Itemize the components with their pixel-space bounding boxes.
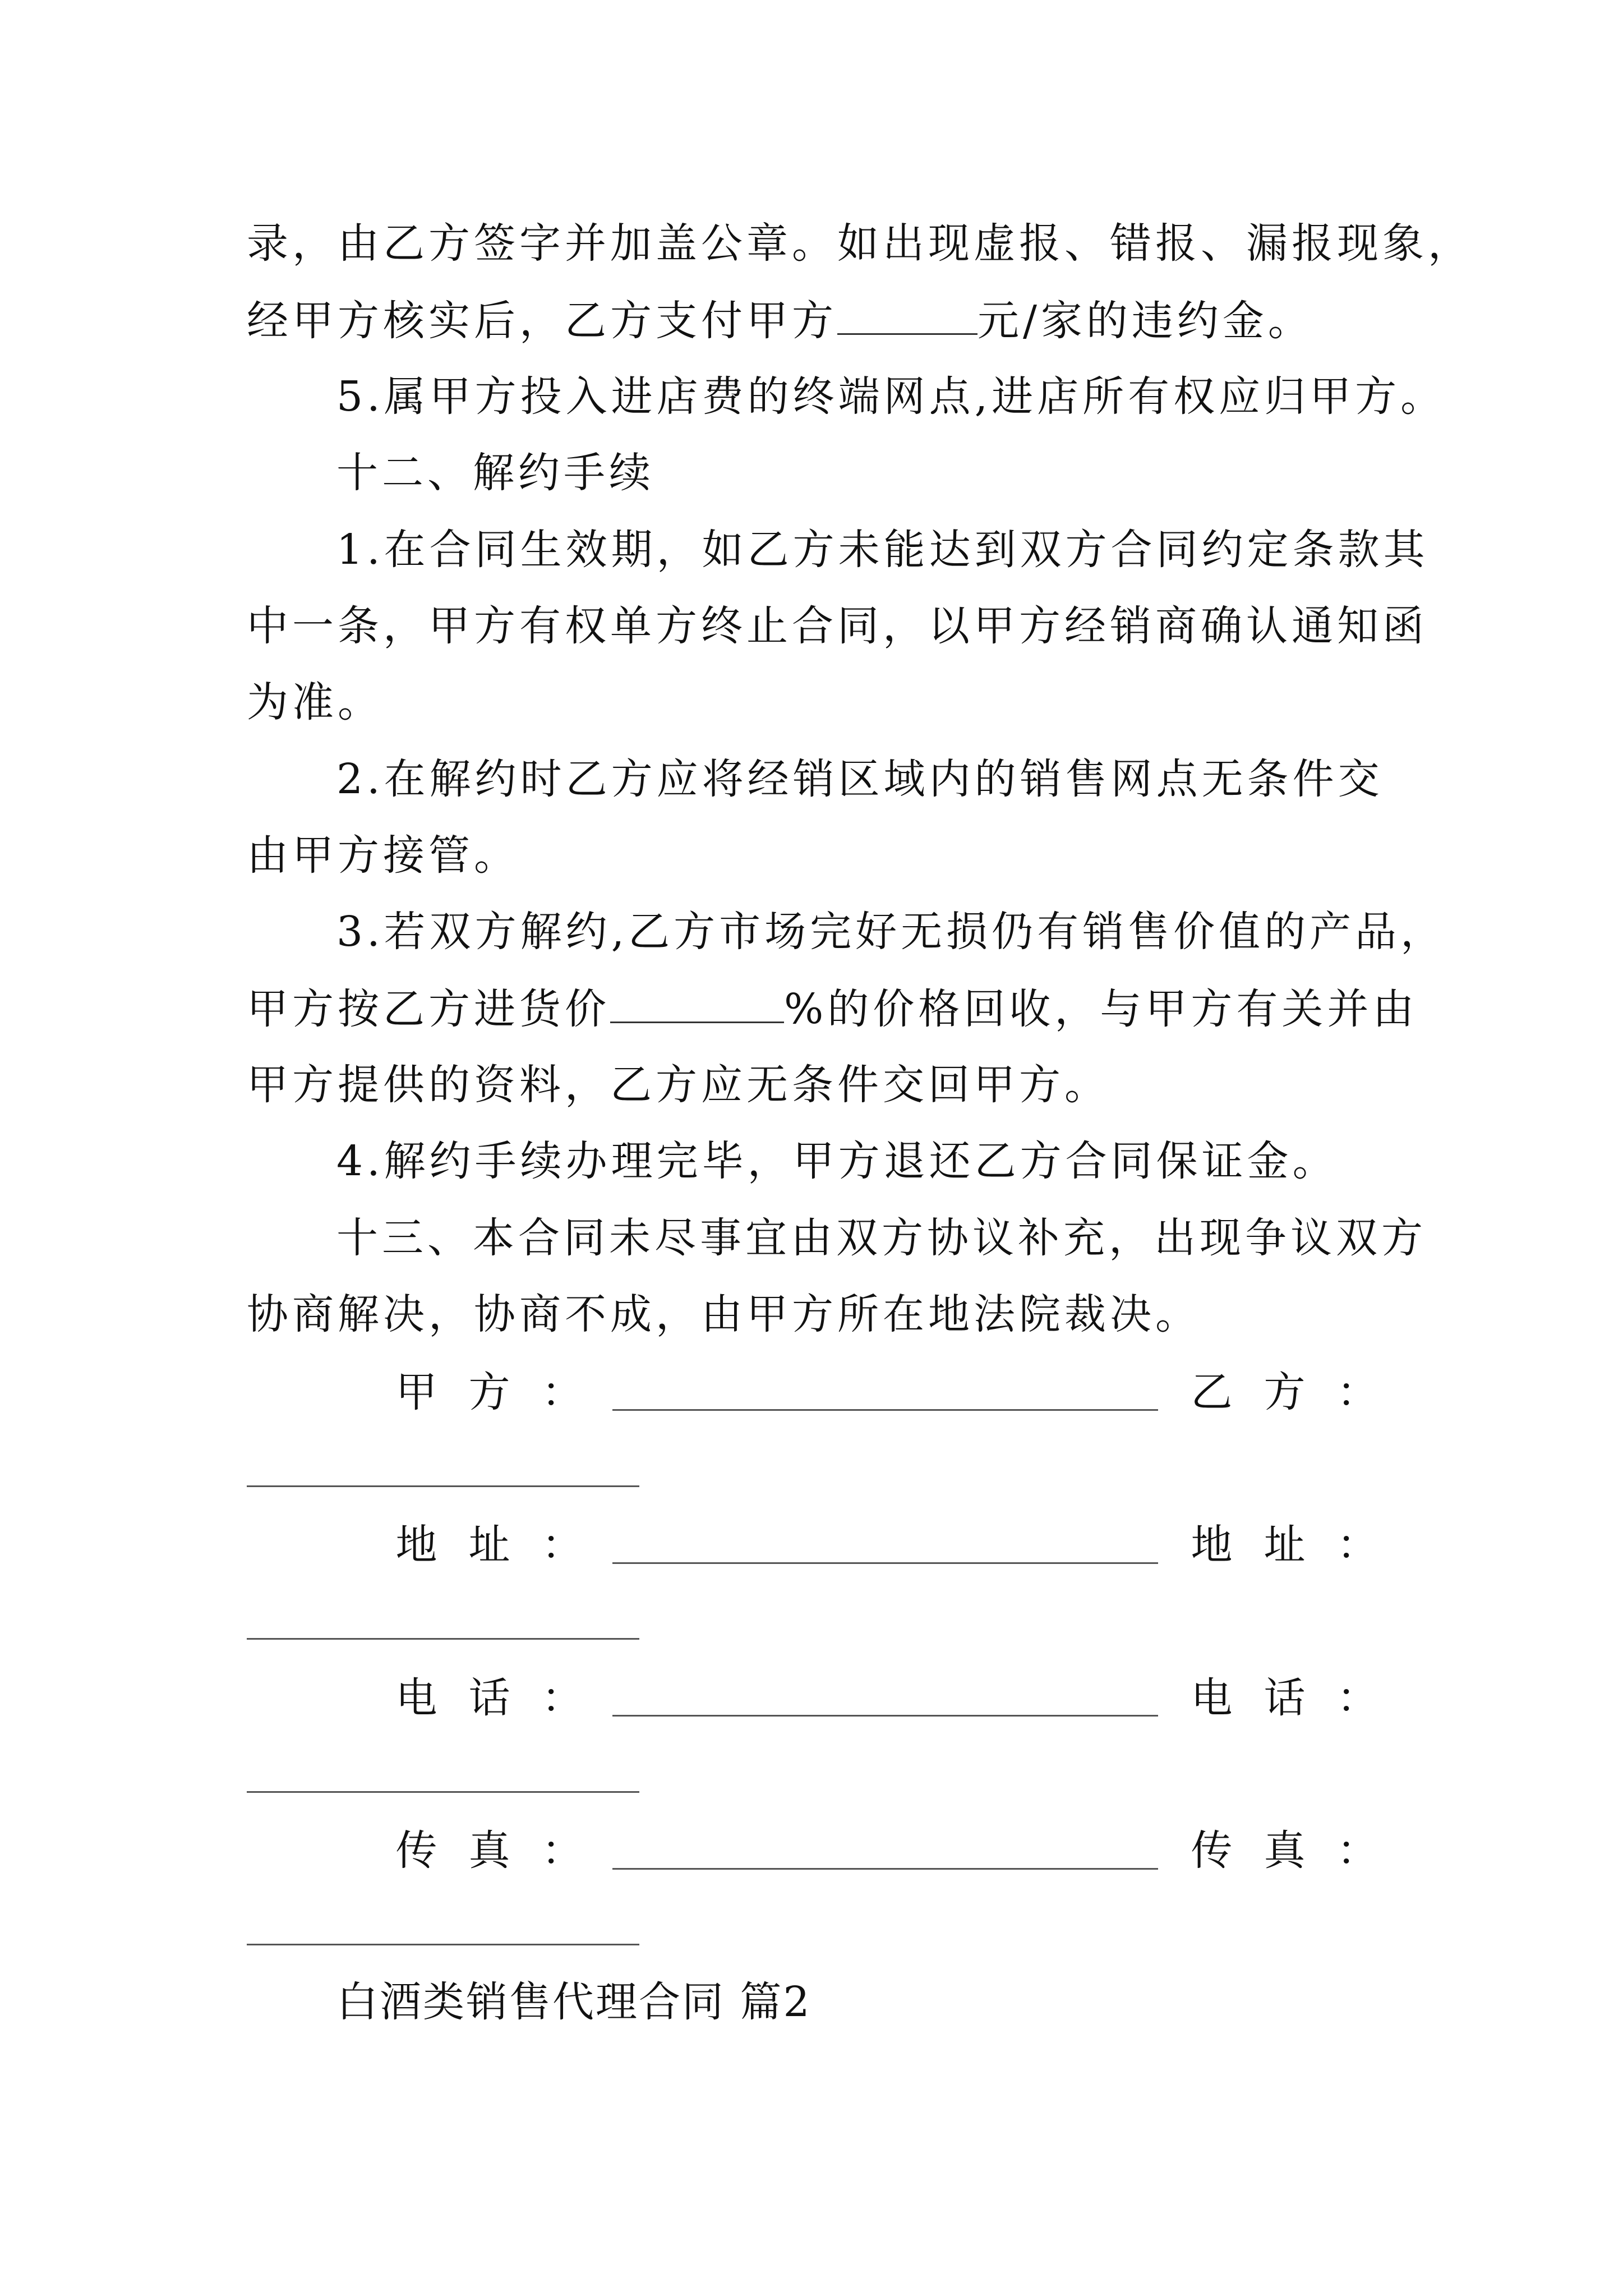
text-span: 甲方提供的资料，乙方应无条件交回甲方。 [247, 1061, 1110, 1109]
paragraph-line [247, 1061, 1380, 1109]
text-span: 元/家的违约金。 [978, 297, 1313, 345]
label-char: ： [541, 1826, 583, 1875]
label-char: 方 [1264, 1368, 1306, 1416]
label-char: ： [1336, 1826, 1378, 1875]
label-char: 话 [468, 1674, 510, 1722]
party-b-label [1191, 1368, 1378, 1416]
section-heading [336, 449, 1469, 497]
paragraph-line [336, 526, 1469, 574]
text-span: 为准。 [247, 678, 383, 726]
label-char: ： [541, 1368, 583, 1416]
label-char: 地 [1191, 1521, 1233, 1569]
fax-b-line [247, 1944, 639, 1945]
paragraph-line [336, 372, 1469, 421]
paragraph-line [247, 831, 1380, 880]
label-char: 甲 [395, 1368, 437, 1416]
party-b-sign-line [247, 1485, 639, 1487]
fax-a-label [395, 1826, 583, 1875]
address-a-line [612, 1562, 1158, 1564]
fax-b-label [1191, 1826, 1378, 1875]
text-span: 录，由乙方签字并加盖公章。如出现虚报、错报、漏报现象， [247, 219, 1473, 268]
label-char: 电 [395, 1674, 437, 1722]
label-char: ： [541, 1674, 583, 1722]
label-char: 电 [1191, 1674, 1233, 1722]
phone-a-line [612, 1715, 1158, 1717]
text-span: %的价格回收，与甲方有关并由 [784, 985, 1418, 1033]
text-span: 中一条，甲方有权单方终止合同，以甲方经销商确认通知函 [247, 602, 1428, 650]
label-char: ： [1336, 1674, 1378, 1722]
text-span: 1.在合同生效期，如乙方未能达到双方合同约定条款其 [336, 526, 1429, 574]
paragraph-line [336, 908, 1469, 956]
label-char: 方 [468, 1368, 510, 1416]
phone-b-line [247, 1791, 639, 1793]
party-a-label [395, 1368, 583, 1416]
label-char: ： [1336, 1521, 1378, 1569]
text-span: 3.若双方解约,乙方市场完好无损仍有销售价值的产品， [336, 908, 1446, 956]
address-b-label [1191, 1521, 1378, 1569]
label-char: ： [541, 1521, 583, 1569]
label-char: 址 [468, 1521, 510, 1569]
address-b-line [247, 1638, 639, 1640]
text-span: 经甲方核实后，乙方支付甲方 [247, 297, 837, 345]
text-span: 白酒类销售代理合同 篇2 [336, 1978, 811, 2026]
paragraph-line [336, 1137, 1469, 1185]
text-span: 5.属甲方投入进店费的终端网点,进店所有权应归甲方。 [336, 372, 1446, 421]
text-span: 甲方按乙方进货价 [247, 985, 610, 1033]
label-char: ： [1336, 1368, 1378, 1416]
address-a-label [395, 1521, 583, 1569]
fill-blank [610, 988, 784, 1023]
paragraph-line [247, 297, 1380, 345]
label-char: 真 [468, 1826, 510, 1875]
paragraph-line [247, 985, 1418, 1033]
next-section-title [336, 1978, 1469, 2026]
text-span: 协商解决，协商不成，由甲方所在地法院裁决。 [247, 1290, 1201, 1338]
fax-a-line [612, 1868, 1158, 1870]
label-char: 真 [1264, 1826, 1306, 1875]
text-span: 十三、本合同未尽事宜由双方协议补充，出现争议双方 [336, 1214, 1427, 1262]
label-char: 地 [395, 1521, 437, 1569]
label-char: 传 [1191, 1826, 1233, 1875]
label-char: 乙 [1191, 1368, 1233, 1416]
text-span: 十二、解约手续 [336, 449, 654, 497]
text-span: 由甲方接管。 [247, 831, 519, 880]
text-span: 2.在解约时乙方应将经销区域内的销售网点无条件交 [336, 755, 1384, 803]
paragraph-line [336, 755, 1469, 803]
paragraph-line [247, 219, 1473, 268]
paragraph-line [247, 602, 1428, 650]
label-char: 传 [395, 1826, 437, 1875]
paragraph-line [247, 678, 1380, 726]
paragraph-line [336, 1214, 1469, 1262]
label-char: 话 [1264, 1674, 1306, 1722]
party-a-sign-line [612, 1409, 1158, 1411]
phone-a-label [395, 1674, 583, 1722]
phone-b-label [1191, 1674, 1378, 1722]
text-span: 4.解约手续办理完毕，甲方退还乙方合同保证金。 [336, 1137, 1338, 1185]
label-char: 址 [1264, 1521, 1306, 1569]
fill-blank [837, 300, 978, 335]
paragraph-line [247, 1290, 1380, 1338]
